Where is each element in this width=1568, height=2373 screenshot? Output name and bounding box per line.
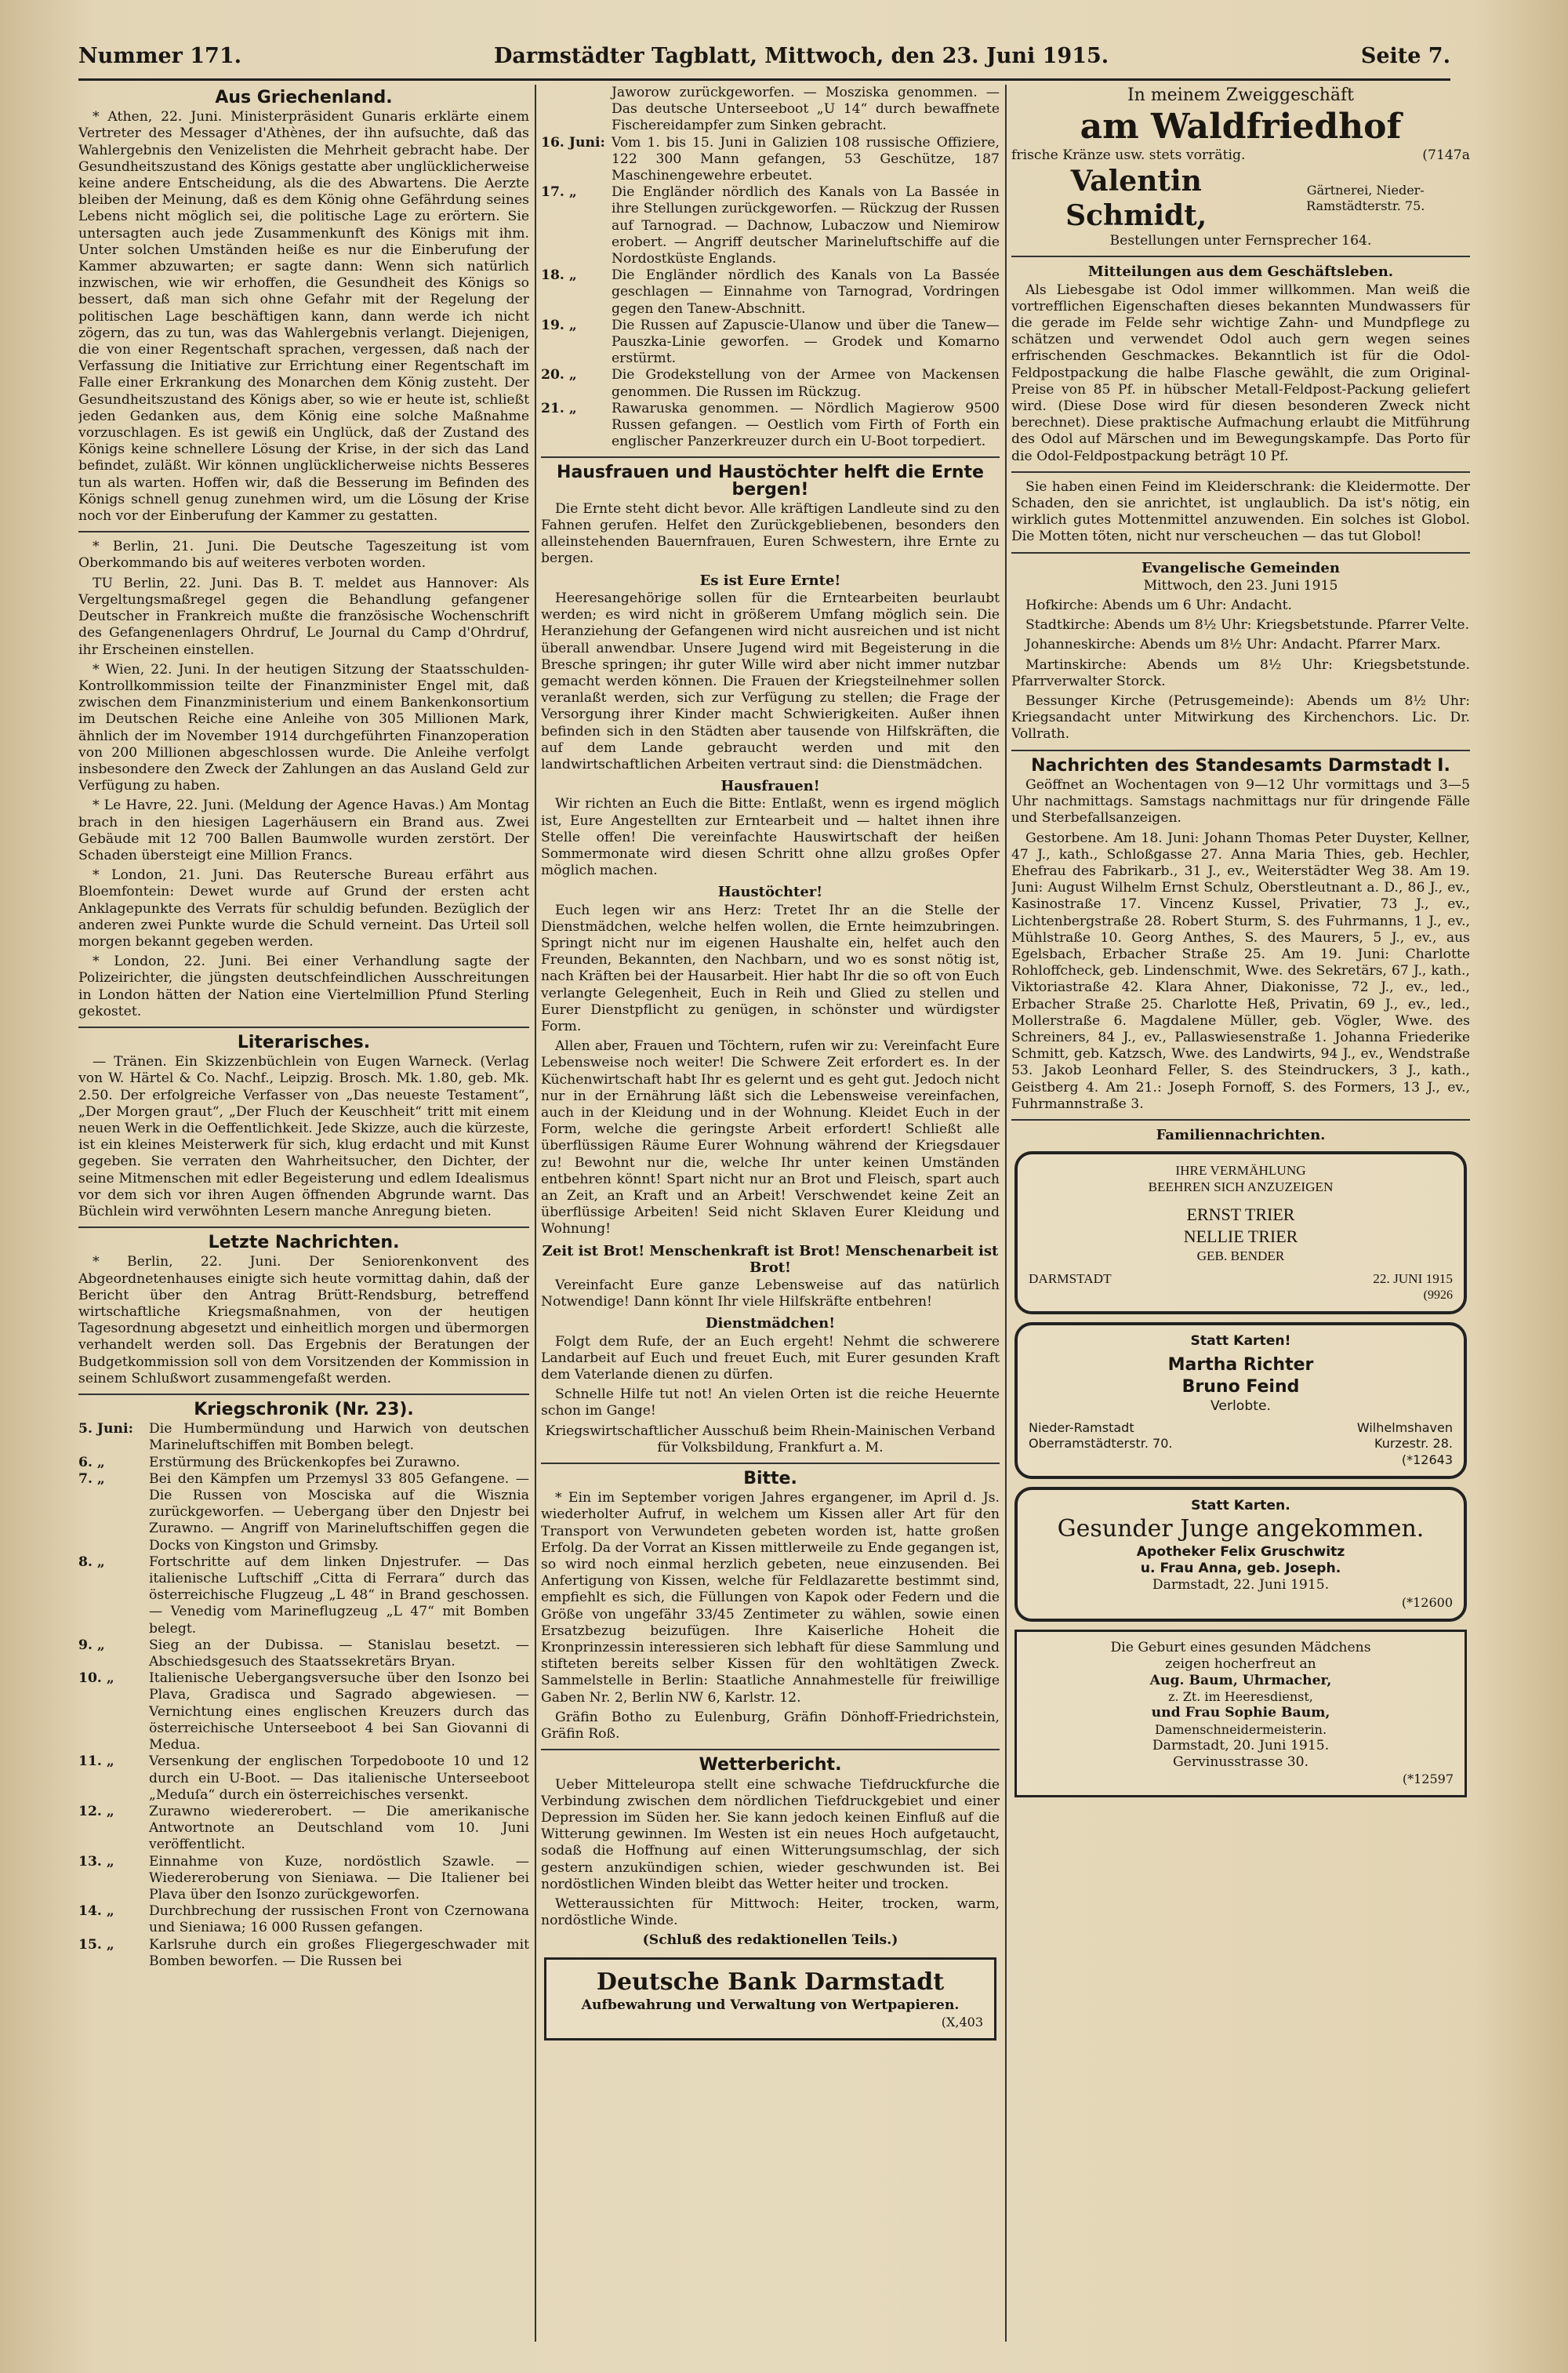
ad-date: Darmstadt, 20. Juni 1915. [1152, 1737, 1330, 1753]
parent-name: Apotheker Felix Gruschwitz [1136, 1543, 1345, 1560]
headline-family-news: Familiennachrichten. [1156, 1126, 1326, 1143]
top-rule [78, 78, 1450, 81]
ad-date: 22. JUNI 1915 [1373, 1270, 1453, 1286]
chronicle-date: 19. „ [541, 317, 577, 333]
article-paragraph: Gräfin Botho zu Eulenburg, Gräfin Dönhoff-Friedrichstein, Gräfin Roß. [541, 1709, 1000, 1743]
bank-name: Deutsche Bank Darmstadt [596, 1968, 945, 1996]
chronicle-text: Die Engländer nördlich des Kanals von La Bassée geschlagen — Einnahme von Tarnograd, Vordringen gegen den Tanew-Abschnitt. [612, 267, 1000, 317]
ad-address: Oberramstädterstr. 70. [1029, 1435, 1173, 1451]
headline-greece: Aus Griechenland. [215, 88, 393, 107]
list-item [78, 1554, 529, 1637]
ad-line: Damenschneidermeisterin. [1154, 1721, 1327, 1737]
chronicle-date: 16. Juni: [541, 134, 605, 151]
list-item [78, 1903, 529, 1936]
ad-line: z. Zt. im Heeresdienst, [1168, 1689, 1313, 1705]
divider [78, 1226, 529, 1228]
ad-place: Nieder-Ramstadt [1029, 1419, 1134, 1435]
subheading: Hausfrauen! [720, 778, 820, 795]
ad-title: Gesunder Junge angekommen. [1057, 1514, 1425, 1543]
list-item [78, 1637, 529, 1670]
article-paragraph: * Le Havre, 22. Juni. (Meldung der Agence Havas.) Am Montag brach in den hiesigen Lagerhäusern ein Brand aus. Zwei Gebäude mit 12 700 Ballen Baumwolle wurden zerstört. Der Schaden übersteigt eine Million Francs. [78, 798, 529, 863]
chronicle-date: 5. Juni: [78, 1421, 133, 1437]
chronicle-date: 18. „ [541, 267, 577, 284]
chronicle-text: Einnahme von Kuze, nordöstlich Szawle. — Wiedereroberung von Sieniawa. — Die Italiener bei Plava über den Isonzo zurückgeworfen. [149, 1853, 529, 1902]
service-entry: Hofkirche: Abends um 6 Uhr: Andacht. [1025, 598, 1292, 614]
birth-announcement-girl [1014, 1630, 1467, 1797]
divider [541, 1463, 1000, 1464]
chronicle-date: 11. „ [78, 1753, 114, 1770]
chronicle-text: Italienische Uebergangsversuche über den Isonzo bei Plava, Gradisca und Sagrado abgewiesen. — Vernichtung eines englischen Kreuzers durch das österreichische Unterseeboot 4 bei San Giovanni di Medua. [149, 1670, 529, 1753]
bank-advertisement [544, 1957, 996, 2040]
column-1 [78, 85, 529, 2342]
ad-line: zeigen hocherfreut an [1165, 1656, 1316, 1672]
chronicle-text: Die Russen auf Zapuscie-Ulanow und über die Tanew—Pauszka-Linie geworfen. — Grodek und Komarno erstürmt. [612, 317, 1000, 367]
ad-reference: (*12597 [1402, 1772, 1454, 1787]
masthead [78, 44, 1450, 75]
divider [1011, 471, 1470, 473]
ad-reference: (*12643 [1401, 1452, 1453, 1467]
divider [78, 1394, 529, 1395]
subheading: Dienstmädchen! [705, 1315, 836, 1332]
chronicle-date: 15. „ [78, 1936, 114, 1953]
chronicle-date: 10. „ [78, 1670, 114, 1687]
chronicle-text: Sieg an der Dubissa. — Stanislau besetzt. — Abschiedsgesuch des Staatssekretärs Bryan. [149, 1637, 529, 1670]
page-number: Seite 7. [1360, 44, 1450, 68]
chronicle-date: 14. „ [78, 1903, 114, 1920]
headline-weather: Wetterbericht. [699, 1755, 842, 1775]
service-entry: Johanneskirche: Abends um 8½ Uhr: Andacht. Pfarrer Marx. [1025, 637, 1441, 653]
article-paragraph: Ueber Mitteleuropa stellt eine schwache Tiefdruckfurche die Verbindung zwischen dem nördlichen Tiefdruckgebiet und einer Depression im Süden her. Sie kann jedoch keinen Einfluß auf die Witterung gewinnen. Im Westen ist ein neues Hoch aufgetaucht, sodaß die Hoffnung auf einen Witterungsumschlag, der sich gestern anzukündigen schien, wieder geschwunden ist. Bei nordöstlichen Winden bleibt das Wetter heiter und trocken. [541, 1776, 1000, 1892]
bride-name: NELLIE TRIER [1183, 1226, 1298, 1246]
bride-maiden-name: GEB. BENDER [1196, 1248, 1285, 1263]
paper-title: Darmstädter Tagblatt, Mittwoch, den 23. Juni 1915. [494, 44, 1109, 68]
chronicle-text: Vom 1. bis 15. Juni in Galizien 108 russische Offiziere, 122 300 Mann gefangen, 53 Geschütze, 187 Maschinengewehre erbeutet. [612, 134, 1000, 184]
divider [541, 456, 1000, 458]
column-3 [1011, 85, 1470, 2342]
divider [1011, 256, 1470, 257]
chronicle-text: Fortschritte auf dem linken Dnjestrufer. — Das italienische Luftschiff „Citta di Ferrara“ durch das österreichische Flugzeug „L 48“ in Brand geschossen. — Venedig vom Marineflugzeug „L 47“ mit Bomben belegt. [149, 1554, 529, 1637]
issue-number: Nummer 171. [78, 44, 242, 68]
article-paragraph: Vereinfacht Eure ganze Lebensweise auf das natürlich Notwendige! Dann könnt Ihr viele Hilfskräfte entbehren! [541, 1277, 1000, 1310]
divider [78, 1027, 529, 1028]
article-paragraph: Gestorbene. Am 18. Juni: Johann Thomas Peter Duyster, Kellner, 47 J., kath., Schloßgasse 27. Anna Maria Thies, geb. Hechler, Ehefrau des Fabrikarb., 31 J., ev., Weiterstädter Weg 38. Am 19. Juni: August Wilhelm Ernst Schulz, Oberstleutnant a. D., 86 J., ev., Kasinostraße 17. Vincenz Kussel, Privatier, 73 J., ev., Lichtenbergstraße 28. Robert Sturm, S. des Fuhrmanns, 1 J., ev., Mühlstraße 10. Georg Anthes, S. des Maurers, 5 J., ev., aus Egelsbach, Erbacher Straße 25. Am 19. Juni: Charlotte Rohloffcheck, geb. Lindenschmit, Wwe. des Sekretärs, 67 J., kath., Viktoriastraße 42. Klara Ahner, Diakonisse, 72 J., ev., led., Erbacher Straße 25. Charlotte Heß, Privatin, 69 J., ev., led., Mollerstraße 6. Magdalene Müller, geb. Vögler, Wwe. des Schreiners, 84 J., ev., Pallaswiesenstraße 1. Johanna Friederike Schmitt, geb. Katzsch, Wwe. des Landwirts, 94 J., ev., Wendstraße 53. Jakob Leonhard Feller, S. des Steindruckers, 3 J., kath., Geistberg 4. Am 21.: Joseph Fornoff, S. des Formers, 13 J., ev., Fuhrmannstraße 3. [1011, 830, 1470, 1112]
list-item [541, 135, 1000, 185]
ad-reference: (*12600 [1401, 1594, 1453, 1610]
service-entry: Martinskirche: Abends um 8½ Uhr: Kriegsbetstunde. Pfarrverwalter Storck. [1011, 656, 1470, 689]
list-item [78, 1753, 529, 1804]
subheading: Es ist Eure Ernte! [699, 572, 841, 589]
service-entry: Stadtkirche: Abends um 8½ Uhr: Kriegsbetstunde. Pfarrer Velte. [1025, 617, 1470, 634]
column-2 [541, 85, 1000, 2342]
ad-line: Statt Karten. [1191, 1497, 1290, 1514]
chronicle-text: Durchbrechung der russischen Front von Czernowana und Sieniawa; 16 000 Russen gefangen. [149, 1903, 529, 1936]
article-paragraph: * Athen, 22. Juni. Ministerpräsident Gunaris erklärte einem Vertreter des Messager d'Athènes, der ihn aufsuchte, daß das Wahlergebnis den Venizelisten die Mehrheit gebracht habe. Der Gesundheitszustand des Königs gestatte aber unglücklicherweise keine andere Entscheidung, als die des Abwartens. Die Aerzte bleiben der Meinung, daß es dem König ohne Gefährdung seines Lebens nicht möglich sei, die politische Lage zu erörtern. Sie untersagten auch jede Zusammenkunft des Königs mit ihm. Unter solchen Umständen heiße es nur die Einberufung der Kammer abzuwarten; er sagte dann: Wenn sich natürlich inzwischen, wie wir erhoffen, die Gesundheit des Königs so bessert, daß man sich ohne Gefahr mit der Regelung der politischen Lage beschäftigen kann, dann werde ich nicht zögern, das zu tun, was das Wahlergebnis verlangt. Diejenigen, die von einer Regentschaft sprachen, vergessen, daß nach der Verfassung die Initiative zur Errichtung einer Regentschaft im Falle einer Erkrankung des Monarchen dem König zusteht. Der Gesundheitszustand des Königs aber, so wie er heute ist, schließt jeden Gedanken aus, dem König eine solche Maßnahme vorzuschlagen. Es ist gewiß ein Unglück, daß der Zustand des Königs keine schnellere Lösung der Krise, in der sich das Land befindet, zuläßt. Wir können unglücklicherweise nichts Besseres tun als warten. Hoffen wir, daß die Besserung im Befinden des Königs schnell genug zunehmen wird, um die Lösung der Krise noch vor der Einberufung der Kammer zu gestatten. [78, 109, 529, 525]
chronicle-text: Die Grodekstellung von der Armee von Mackensen genommen. Die Russen im Rückzug. [612, 367, 1000, 400]
chronicle-text: Erstürmung des Brückenkopfes bei Zurawno. [149, 1454, 460, 1470]
list-item [78, 1937, 529, 1970]
article-paragraph: * Berlin, 21. Juni. Die Deutsche Tageszeitung ist vom Oberkommando bis auf weiteres verboten worden. [78, 539, 529, 572]
ad-line: Verlobte. [1210, 1398, 1272, 1415]
article-paragraph: Euch legen wir ans Herz: Tretet Ihr an die Stelle der Dienstmädchen, welche helfen wollen, die Ernte heimzubringen. Springt nicht nur im eigenen Haushalte ein, helfet auch den Freunden, Bekannten, den Nachbarn, und wo es sonst nötig ist, nach Kräften bei der Hausarbeit. Hier habt Ihr die so oft von Euch verlangte Gelegenheit, Euch in Reih und Glied zu stellen und Eurer Dienstpflicht zu genügen, in schönster und würdigster Form. [541, 902, 1000, 1034]
ad-line: Statt Karten! [1190, 1333, 1291, 1350]
war-chronicle-list [78, 1421, 529, 1970]
article-paragraph: Schnelle Hilfe tut not! An vielen Orten ist die reiche Heuernte schon im Gange! [541, 1386, 1000, 1419]
list-item [78, 1471, 529, 1554]
wedding-announcement [1014, 1151, 1467, 1314]
ad-line: IHRE VERMÄHLUNG [1175, 1163, 1306, 1179]
parent-name: u. Frau Anna, geb. Joseph. [1140, 1561, 1341, 1577]
ad-title: am Waldfriedhof [1080, 107, 1402, 147]
headline-protestant-services: Evangelische Gemeinden [1142, 559, 1340, 576]
list-item [541, 401, 1000, 451]
article-paragraph: Die Ernte steht dicht bevor. Alle kräftigen Landleute sind zu den Fahnen gerufen. Helfet den Zurückgebliebenen, besonders den alleinstehenden Bauernfrauen, Euren Schwestern, ihre Ernte zu bergen. [541, 500, 1000, 567]
headline-registry-office: Nachrichten des Standesamts Darmstadt I. [1031, 755, 1450, 776]
signature: Kriegswirtschaftlicher Ausschuß beim Rhein-Mainischen Verband für Volksbildung, Frankfurt a. M. [545, 1423, 996, 1455]
divider [78, 531, 529, 532]
headline-literary: Literarisches. [237, 1032, 371, 1052]
column-rule [535, 85, 536, 2342]
groom-name: ERNST TRIER [1186, 1204, 1295, 1224]
fiancee-name: Martha Richter [1167, 1355, 1314, 1375]
chronicle-date: 8. „ [78, 1554, 105, 1570]
chronicle-date: 9. „ [78, 1637, 105, 1653]
florist-address: Gärtnerei, Nieder-Ramstädterstr. 75. [1306, 183, 1425, 214]
ad-line: BEEHREN SICH ANZUZEIGEN [1148, 1179, 1334, 1195]
article-paragraph: Wir richten an Euch die Bitte: Entlaßt, wenn es irgend möglich ist, Eure Angestellten zur Erntearbeit und — haltet ihnen ihre Stelle offen! Die vereinfachte Hauswirtschaft der heißen Sommermonate wird diesen Schritt ohne allzu großes Opfer möglich machen. [541, 796, 1000, 879]
headline-latest-news: Letzte Nachrichten. [208, 1233, 400, 1253]
list-item [541, 318, 1000, 368]
end-of-editorial: (Schluß des redaktionellen Teils.) [642, 1932, 898, 1949]
article-paragraph: * London, 21. Juni. Das Reutersche Bureau erfährt aus Bloemfontein: Dewet wurde auf Grund der ersten acht Anklagepunkte des Verrats für schuldig befunden. Bezüglich der anderen zwei Punkte wurde die Schuld verneint. Das Urteil soll morgen bekannt gegeben werden. [78, 867, 529, 950]
ad-reference: (9926 [1423, 1288, 1453, 1302]
chronicle-text: Rawaruska genommen. — Nördlich Magierow 9500 Russen gefangen. — Oestlich vom Firth of Forth ein englischer Panzerkreuzer durch ein U-Boot torpediert. [612, 400, 1000, 450]
chronicle-date: 13. „ [78, 1853, 114, 1870]
list-item [541, 184, 1000, 267]
engagement-announcement [1014, 1322, 1467, 1479]
article-paragraph: * London, 22. Juni. Bei einer Verhandlung sagte der Polizeirichter, die jüngsten deutschfeindlichen Ausschreitungen in London hätten der Nation eine Viertelmillion Pfund Sterling gekostet. [78, 954, 529, 1019]
list-item [78, 1455, 529, 1471]
list-item [78, 1854, 529, 1904]
article-paragraph: Sie haben einen Feind im Kleiderschrank: die Kleidermotte. Der Schaden, den sie anrichtet, ist unglaublich. Da ist's nötig, ein wirklich gutes Mottenmittel anzuwenden. Ein solches ist Globol. Die Motten töten, nicht nur verscheuchen — das tut Globol! [1011, 478, 1470, 545]
chronicle-text: Bei den Kämpfen um Przemysl 33 805 Gefangene. — Die Russen von Mosciska auf die Wisznia zurückgeworfen. — Uebergang über den Dnjestr bei Zurawno. — Angriff von Marineluftschiffen gegen die Docks von Kingston und Grimsby. [149, 1470, 529, 1554]
services-date: Mittwoch, den 23. Juni 1915 [1143, 577, 1338, 594]
headline-request: Bitte. [743, 1469, 797, 1489]
article-paragraph: * Ein im September vorigen Jahres ergangener, im April d. Js. wiederholter Aufruf, in welchem um Kissen aller Art für den Transport von Verwundeten gebeten worden ist, hatte großen Erfolg. Da der Vorrat an Kissen mittlerweile zu Ende gegangen ist, so wird noch einmal herzlich gebeten, neue einzusenden. Bei Anfertigung von Kissen, welche für Feldlazarette bestimmt sind, empfiehlt es sich, die Füllungen von Kapok oder Federn und die Größe von ungefähr 33/45 Zentimeter zu wählen, sowie einen Ersatzbezug beizufügen. Ihre Kaiserliche Hoheit die Kronprinzessin interessieren sich lebhaft für diese Sammlung und stifteten bereits selber Kissen für den wohltätigen Zweck. Sammelstelle in Berlin: Staatliche Annahmestelle für freiwillige Gaben Nr. 2, Berlin NW 6, Karlstr. 12. [541, 1490, 1000, 1706]
headline-business: Mitteilungen aus dem Geschäftsleben. [1087, 263, 1394, 281]
list-item [78, 1670, 529, 1753]
birth-announcement-boy [1014, 1487, 1467, 1622]
headline-harvest-appeal: Hausfrauen und Haustöchter helft die Ernte bergen! [557, 463, 984, 500]
subheading: Zeit ist Brot! Menschenkraft ist Brot! Menschenarbeit ist Brot! [542, 1242, 999, 1276]
ad-place: Wilhelmshaven [1356, 1419, 1453, 1435]
list-item [541, 267, 1000, 318]
ad-line: In meinem Zweiggeschäft [1127, 85, 1355, 105]
ad-address: Kurzestr. 28. [1374, 1435, 1453, 1451]
article-paragraph: TU Berlin, 22. Juni. Das B. T. meldet aus Hannover: Als Vergeltungsmaßregel gegen die Behandlung gefangener Deutscher in Frankreich mußte die französische Wochenschrift des Gefangenenlagers Ohrdruf, Le Journal du Camp d'Ohrdruf, ihr Erscheinen einstellen. [78, 575, 529, 658]
list-item [78, 1804, 529, 1854]
chronicle-text: Zurawno wiedererobert. — Die amerikanische Antwortnote an Deutschland vom 10. Juni veröffentlicht. [149, 1803, 529, 1853]
subheading: Haustöchter! [717, 884, 823, 901]
divider [541, 1749, 1000, 1750]
chronicle-text: Die Humbermündung und Harwich von deutschen Marineluftschiffen mit Bomben belegt. [149, 1421, 529, 1454]
article-paragraph: Wetteraussichten für Mittwoch: Heiter, trocken, warm, nordöstliche Winde. [541, 1895, 1000, 1929]
chronicle-date: 12. „ [78, 1803, 114, 1819]
chronicle-text: Karlsruhe durch ein großes Fliegergeschwader mit Bomben beworfen. — Die Russen bei [149, 1936, 529, 1969]
article-paragraph: Folgt dem Rufe, der an Euch ergeht! Nehmt die schwerere Landarbeit auf Euch und freuet Euch, mit Eurer gesunden Kraft dem Vaterlande dienen zu dürfen. [541, 1333, 1000, 1383]
article-paragraph: Geöffnet an Wochentagen von 9—12 Uhr vormittags und 3—5 Uhr nachmittags. Samstags nachmittags nur für dringende Fälle und Sterbefallsanzeigen. [1011, 776, 1470, 827]
service-entry: Bessunger Kirche (Petrusgemeinde): Abends um 8½ Uhr: Kriegsandacht unter Mitwirkung des Kirchenchors. Lic. Dr. Vollrath. [1011, 693, 1470, 743]
article-paragraph: Heeresangehörige sollen für die Erntearbeiten beurlaubt werden; es wird nicht in größerem Umfang möglich sein. Die Heranziehung der Gefangenen wird nicht ausreichen und ist nicht überall anwendbar. Unsere Jugend wird mit Begeisterung in die Bresche springen; ihr guter Wille wird aber nicht immer nutzbar gemacht werden können. Die Frauen der Kriegsteilnehmer sollen veranlaßt werden, sich zur Verfügung zu stellen; die Frage der Versorgung ihrer Kinder macht Schwierigkeiten. Außer ihnen befinden sich in den Städten aber tausende von Hilfskräften, die auf dem Lande gebraucht werden und mit den landwirtschaftlichen Arbeiten vertraut sind: die Dienstmädchen. [541, 590, 1000, 772]
ad-line: frische Kränze usw. stets vorrätig. [1011, 147, 1246, 163]
divider [1011, 1119, 1470, 1121]
chronicle-date: 20. „ [541, 367, 577, 383]
ad-date: Darmstadt, 22. Juni 1915. [1152, 1577, 1330, 1594]
article-paragraph: Allen aber, Frauen und Töchtern, rufen wir zu: Vereinfacht Eure Lebensweise noch weiter! Die Schwere Zeit erfordert es. In der Küchenwirtschaft habt Ihr es gelernt und es geht gut. Jedoch nicht nur in der Ernährung läßt sich die Lebensweise vereinfachen, auch in der Kleidung und in der Wohnung. Kleidet Euch in der Form, welche die geringste Arbeit erfordert! Schließt alle überflüssigen Räume Eurer Wohnung während der Kriegsdauer zu! Bewohnt nur die, welche Ihr unter keinen Umständen entbehren könnt! Spart nicht nur an Brot und Fleisch, spart auch an Zeit, an Kraft und an Arbeit! Verschwendet keine Zeit an überflüssige Arbeiten! Seid nicht Sklaven Eurer Kleidung und Wohnung! [541, 1038, 1000, 1237]
list-item [541, 85, 1000, 135]
article-paragraph: * Wien, 22. Juni. In der heutigen Sitzung der Staatsschulden-Kontrollkommission teilte der Finanzminister Engel mit, daß zwischen dem Finanzministerium und einem Bankenkonsortium im Deutschen Reiche eine Anleihe von 305 Millionen Mark, ähnlich der im November 1914 durchgeführten Finanzoperation von 200 Millionen abgeschlossen wurde. Die Anleihe verfolgt insbesondere den Zweck der Zahlungen an das Ausland Geld zur Verfügung zu haben. [78, 661, 529, 794]
florist-advertisement [1011, 85, 1470, 249]
ad-place: DARMSTADT [1029, 1270, 1112, 1286]
article-paragraph: Als Liebesgabe ist Odol immer willkommen. Man weiß die vortrefflichen Eigenschaften dieses bekannten Mundwassers für die gerade im Felde sehr wichtige Zahn- und Mundpflege zu schätzen und verwendet Odol auch gern wegen seines erfrischenden Geschmackes. Bekanntlich ist für die Odol-Feldpostpackung die halbe Flasche gewählt, die zum Original-Preise von 85 Pf. in hübscher Metall-Feldpost-Packung geliefert wird. (Diese Dose wird für diesen besonderen Zweck nicht berechnet). Diese praktische Aufmachung erlaubt die Mitführung des Odol auf Märschen und im Bewegungskampfe. Das Porto für die Odol-Feldpostpackung beträgt 10 Pf. [1011, 282, 1470, 464]
chronicle-text: Versenkung der englischen Torpedoboote 10 und 12 durch ein U-Boot. — Das italienische Unterseeboot „Meduſa“ durch ein österreichisches versenkt. [149, 1753, 529, 1803]
chronicle-text: Die Engländer nördlich des Kanals von La Bassée in ihre Stellungen zurückgeworfen. — Rückzug der Russen auf Tarnograd. — Dachnow, Lubaczow und Niemirow erobert. — Angriff deutscher Marineluftschiffe auf die Nordostküste Englands. [612, 184, 1000, 267]
ad-reference: (7147a [1422, 147, 1470, 163]
divider [1011, 750, 1470, 751]
ad-address: Gervinusstrasse 30. [1172, 1753, 1309, 1770]
article-paragraph: * Berlin, 22. Juni. Der Seniorenkonvent des Abgeordnetenhauses einigte sich heute vormittag dahin, daß der Bericht über den Antrag Brütt-Rendsburg, betreffend wirtschaftliche Kriegsmaßnahmen, von der heutigen Tagesordnung abgesetzt und einheitlich morgen und übermorgen verhandelt werden soll. Das Ergebnis der Beratungen der Budgetkommission soll von dem Vorsitzenden der Kommission in seinem Schlußwort zusammengefaßt werden. [78, 1254, 529, 1386]
chronicle-date: 6. „ [78, 1454, 105, 1470]
chronicle-date: 17. „ [541, 184, 577, 201]
ad-line: Die Geburt eines gesunden Mädchens [1110, 1639, 1371, 1655]
fiance-name: Bruno Feind [1181, 1377, 1300, 1397]
ad-line: Bestellungen unter Fernsprecher 164. [1109, 233, 1372, 249]
bank-service: Aufbewahrung und Verwaltung von Wertpapieren. [581, 1997, 960, 2013]
divider [1011, 552, 1470, 554]
chronicle-date: 21. „ [541, 400, 577, 416]
war-chronicle-continued [541, 85, 1000, 450]
list-item [541, 367, 1000, 400]
ad-reference: (X,403 [941, 2014, 983, 2030]
list-item [78, 1421, 529, 1454]
chronicle-text: Jaworow zurückgeworfen. — Mosziska genommen. — Das deutsche Unterseeboot „U 14“ durch bewaffnete Fischereidampfer zum Sinken gebracht. [612, 85, 1000, 134]
column-rule [1005, 85, 1007, 2342]
chronicle-date [541, 85, 612, 135]
florist-name: Valentin Schmidt, [1065, 165, 1207, 233]
parent-name: und Frau Sophie Baum, [1151, 1705, 1330, 1721]
parent-name: Aug. Baum, Uhrmacher, [1149, 1673, 1332, 1689]
article-paragraph: — Tränen. Ein Skizzenbüchlein von Eugen Warneck. (Verlag von W. Härtel & Co. Nachf., Leipzig. Brosch. Mk. 1.80, geb. Mk. 2.50. Der erfolgreiche Verfasser von „Das neueste Testament“, „Der Morgen graut“, „Der Fluch der Keuschheit“ tritt mit einem neuen Werk in die Oeffentlichkeit. Jede Skizze, auch die kürzeste, ist ein kleines Meisterwerk für sich, klug erdacht und mit Kunst gegeben. Sie verraten den Wahrheitsucher, den Dichter, der seine Mitmenschen mit edler Begeisterung und edlem Idealismus vor dem sich vor ihren Augen öffnenden Abgrunde warnt. Das Büchlein wird verwöhnten Lesern manche Anregung bieten. [78, 1054, 529, 1219]
headline-war-chronicle: Kriegschronik (Nr. 23). [194, 1400, 414, 1420]
chronicle-date: 7. „ [78, 1470, 105, 1487]
